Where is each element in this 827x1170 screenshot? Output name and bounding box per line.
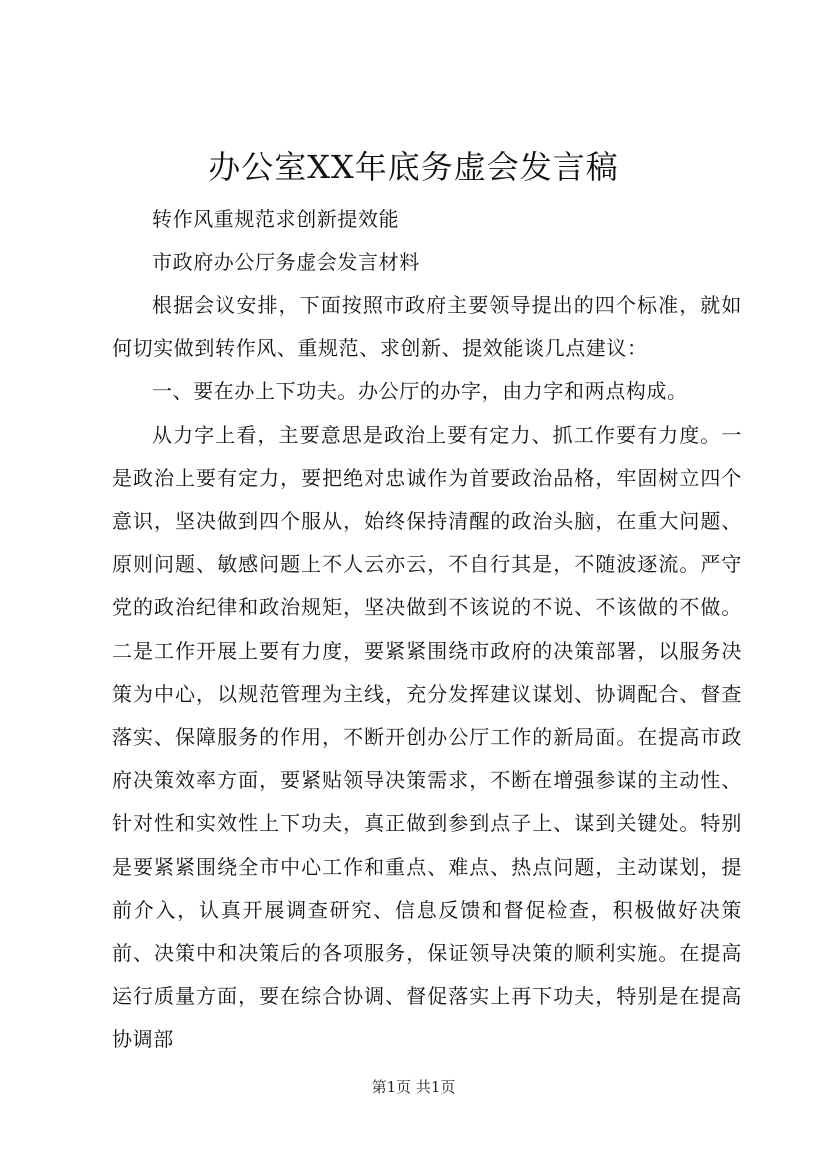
subtitle-paragraph: 转作风重规范求创新提效能 (152, 207, 400, 231)
material-label-paragraph: 市政府办公厅务虚会发言材料 (152, 250, 420, 274)
intro-paragraph: 根据会议安排，下面按照市政府主要领导提出的四个标准，就如何切实做到转作风、重规范、求创新、提效能谈几点建议： (112, 293, 742, 361)
page-number-footer: 第1页 共1页 (371, 1078, 456, 1096)
document-title: 办公室XX年底务虚会发言稿 (208, 148, 619, 186)
main-body-paragraph: 从力字上看，主要意思是政治上要有定力、抓工作要有力度。一是政治上要有定力，要把绝对忠诚作为首要政治品格，牢固树立四个意识，坚决做到四个服从，始终保持清醒的政治头脑，在重大问题、原则问题、敏感问题上不人云亦云，不自行其是，不随波逐流。严守党的政治纪律和政治规矩，坚决做到不该说的不说、不该做的不做。二是工作开展上要有力度，要紧紧围绕市政府的决策部署，以服务决策为中心，以规范管理为主线，充分发挥建议谋划、协调配合、督查落实、保障服务的作用，不断开创办公厅工作的新局面。在提高市政府决策效率方面，要紧贴领导决策需求，不断在增强参谋的主动性、针对性和实效性上下功夫，真正做到参到点子上、谋到关键处。特别是要紧紧围绕全市中心工作和重点、难点、热点问题，主动谋划，提前介入，认真开展调查研究、信息反馈和督促检查，积极做好决策前、决策中和决策后的各项服务，保证领导决策的顺利实施。在提高运行质量方面，要在综合协调、督促落实上再下功夫，特别是在提高协调部 (112, 422, 742, 1052)
section-heading-paragraph: 一、要在办上下功夫。办公厅的办字，由力字和两点构成。 (152, 379, 688, 404)
document-body (112, 198, 742, 1062)
